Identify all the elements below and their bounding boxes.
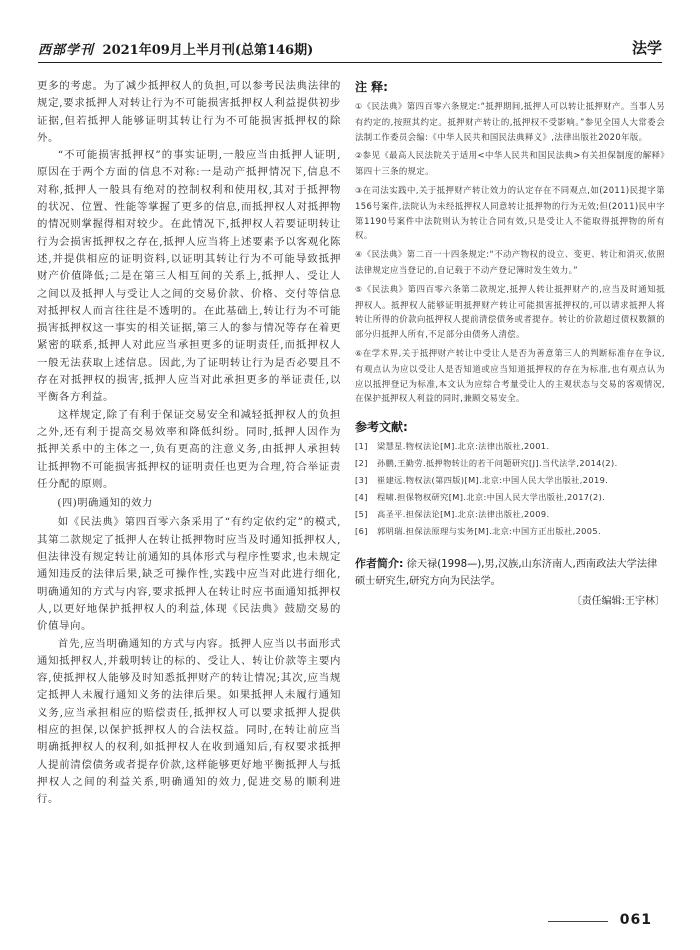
issue-info: 2021年09月上半月刊(总第146期) [102,43,314,58]
note-item [355,183,665,243]
main-text-column [37,78,341,883]
note-mark: ⑥ [355,348,363,358]
notes-list [355,99,665,406]
author-text: 徐天禄(1998—),男,汉族,山东济南人,西南政法大学法律硕士研究生,研究方向为民法学。 [355,559,658,588]
reference-item [355,456,665,471]
journal-name: 西部学刊 [38,43,95,58]
reference-item [355,507,665,522]
note-item [355,346,665,406]
side-column [355,78,665,898]
notes-title: 注 释: [355,80,388,94]
reference-text: 孙鹏,王勤劳.抵押物转让的若干问题研究[J].当代法学,2014(2). [377,458,618,469]
page-header [38,36,662,63]
page-number: 061 [619,912,652,928]
references-list [355,439,665,539]
note-item [355,148,665,179]
note-text: 在学术界,关于抵押财产转让中受让人是否为善意第三人的判断标准存在争议,有观点认为应以受让人是否知道或应当知道抵押权的存在为标准,也有观点认为应以抵押登记为标准,本文认为应综合考量受让人的主观状态与交易的客观情况,在保护抵押权人利益的同时,兼顾交易安全。 [355,347,665,404]
note-mark: ③ [355,185,363,195]
section-subheading: (四)明确通知的效力 [57,498,153,510]
body-paragraph: “不可能损害抵押权”的事实证明,一般应当由抵押人证明,原因在于两个方面的信息不对称:一是动产抵押情况下,信息不对称,抵押人一般具有绝对的控制权利和使用权,其对于抵押物的状况、位置、性能等掌握了更多的信息,而抵押权人对抵押物的情况则掌握得相对较少。在此情况下,抵押权人若要证明转让行为会损害抵押权之存在,抵押人应当将上述要素予以客观化陈述,并提供相应的证明资料,以证明其转让行为不可能导致抵押财产价值降低;二是在第三人相互间的关系上,抵押人、受让人之间以及抵押人与受让人之间的交易价款、价格、交付等信息对抵押权人而言往往是不透明的。在此基础上,转让行为不可能损害抵押权这一事实的相关证据,第三人的参与情况等存在着更紧密的联系,抵押人对此应当承担更多的证明责任,而抵押权人一般无法获取上述信息。因此,为了证明转让行为是否必要且不存在对抵押权的损害,抵押人应当对此承担更多的举证责任,以平衡各方利益。 [37,149,341,404]
note-text: 在司法实践中,关于抵押财产转让效力的认定存在不同观点,如(2011)民提字第156号案件,法院认为未经抵押权人同意转让抵押物的行为无效;但(2011)民申字第1190号案件中法院则认为转让合同有效,只是受让人不能取得抵押物的所有权。 [355,184,665,241]
reference-number: [5] [355,509,368,520]
author-label: 作者简介: [355,557,404,571]
note-item [355,282,665,342]
reference-text: 高圣平.担保法论[M].北京:法律出版社,2009. [377,509,550,520]
note-mark: ④ [355,250,363,260]
body-paragraph: 如《民法典》第四百零六条采用了“有约定依约定”的模式,其第二款规定了抵押人在转让抵押物时应当及时通知抵押权人,但法律没有规定转让前通知的具体形式与程序性要求,也未规定通知违反的法律后果,缺乏可操作性,实践中应当对此进行细化,明确通知的方式与内容,要求抵押人在转让时应书面通知抵押权人,以更好地保护抵押权人的利益,体现《民法典》鼓励交易的价值导向。 [37,516,341,633]
note-text: 《民法典》第二百一十四条规定:“不动产物权的设立、变更、转让和消灭,依照法律规定应当登记的,自记载于不动产登记簿时发生效力。” [355,249,665,275]
note-text: 参见《最高人民法院关于适用<中华人民共和国民法典>有关担保制度的解释》第四十三条的规定。 [355,150,665,177]
reference-text: 程啸.担保物权研究[M].北京:中国人民大学出版社,2017(2). [377,492,606,503]
note-item [355,99,665,144]
references-title: 参考文献: [355,420,408,435]
author-bio [355,555,665,590]
reference-number: [2] [355,458,368,469]
reference-item [355,439,665,454]
body-paragraph: 首先,应当明确通知的方式与内容。抵押人应当以书面形式通知抵押权人,并载明转让的标的、受让人、转让价款等主要内容,使抵押权人能够及时知悉抵押财产的转让情况;其次,应当规定抵押人未履行通知义务的法律后果。如果抵押人未履行通知义务,应当承担相应的赔偿责任,抵押权人可以要求抵押人提供相应的担保,以保护抵押权人的合法权益。同时,在转让前应当明确抵押权人的权利,如抵押权人在收到通知后,有权要求抵押人提前清偿债务或者提存价款,这样能够更好地平衡抵押人与抵押权人之间的利益关系,明确通知的效力,促进交易的顺利进行。 [37,637,341,806]
reference-text: 郭明瑞.担保法原理与实务[M].北京:中国方正出版社,2005. [377,526,602,537]
reference-item [355,473,665,488]
body-paragraph: 这样规定,除了有利于保证交易安全和减轻抵押权人的负担之外,还有利于提高交易效率和降低纠纷。同时,抵押人因作为抵押关系中的主体之一,负有更高的注意义务,由抵押人承担转让抵押物不可能损害抵押权的证明责任也更为合理,符合举证责任分配的原则。 [37,408,341,490]
reference-text: 梁慧星.物权法论[M].北京:法律出版社,2001. [377,441,550,452]
reference-text: 崔建远.物权法(第四版)[M].北京:中国人民大学出版社,2019. [377,475,609,486]
editor-credit: 〔责任编辑:王宇林〕 [571,596,665,608]
note-mark: ⑤ [355,284,363,294]
journal-info [38,39,313,58]
note-item [355,247,665,278]
reference-item [355,490,665,505]
reference-number: [1] [355,441,368,452]
body-paragraph: 更多的考虑。为了减少抵押权人的负担,可以参考民法典法律的规定,要求抵押人对转让行为不可能损害抵押权人利益提供初步证据,但若抵押人能够证明其转让行为不可能损害抵押权的除外。 [37,80,341,144]
reference-item [355,524,665,539]
note-mark: ② [355,151,363,161]
note-text: 《民法典》第四百零六条第二款规定,抵押人转让抵押财产的,应当及时通知抵押权人。抵押权人能够证明抵押财产转让可能损害抵押权的,可以请求抵押人将转让所得的价款向抵押权人提前清偿债务或者提存。转让的价款超过债权数额的部分归抵押人所有,不足部分由债务人清偿。 [355,283,665,340]
reference-number: [4] [355,492,368,503]
section-name: 法学 [631,39,662,57]
note-text: 《民法典》第四百零六条规定:“抵押期间,抵押人可以转让抵押财产。当事人另有约定的,按照其约定。抵押财产转让的,抵押权不受影响。”参见全国人大常委会法制工作委员会编:《中华人民共和国民法典释义》,法律出版社2020年版。 [355,101,665,142]
note-mark: ① [355,102,363,111]
reference-number: [6] [355,526,368,537]
reference-number: [3] [355,475,368,486]
